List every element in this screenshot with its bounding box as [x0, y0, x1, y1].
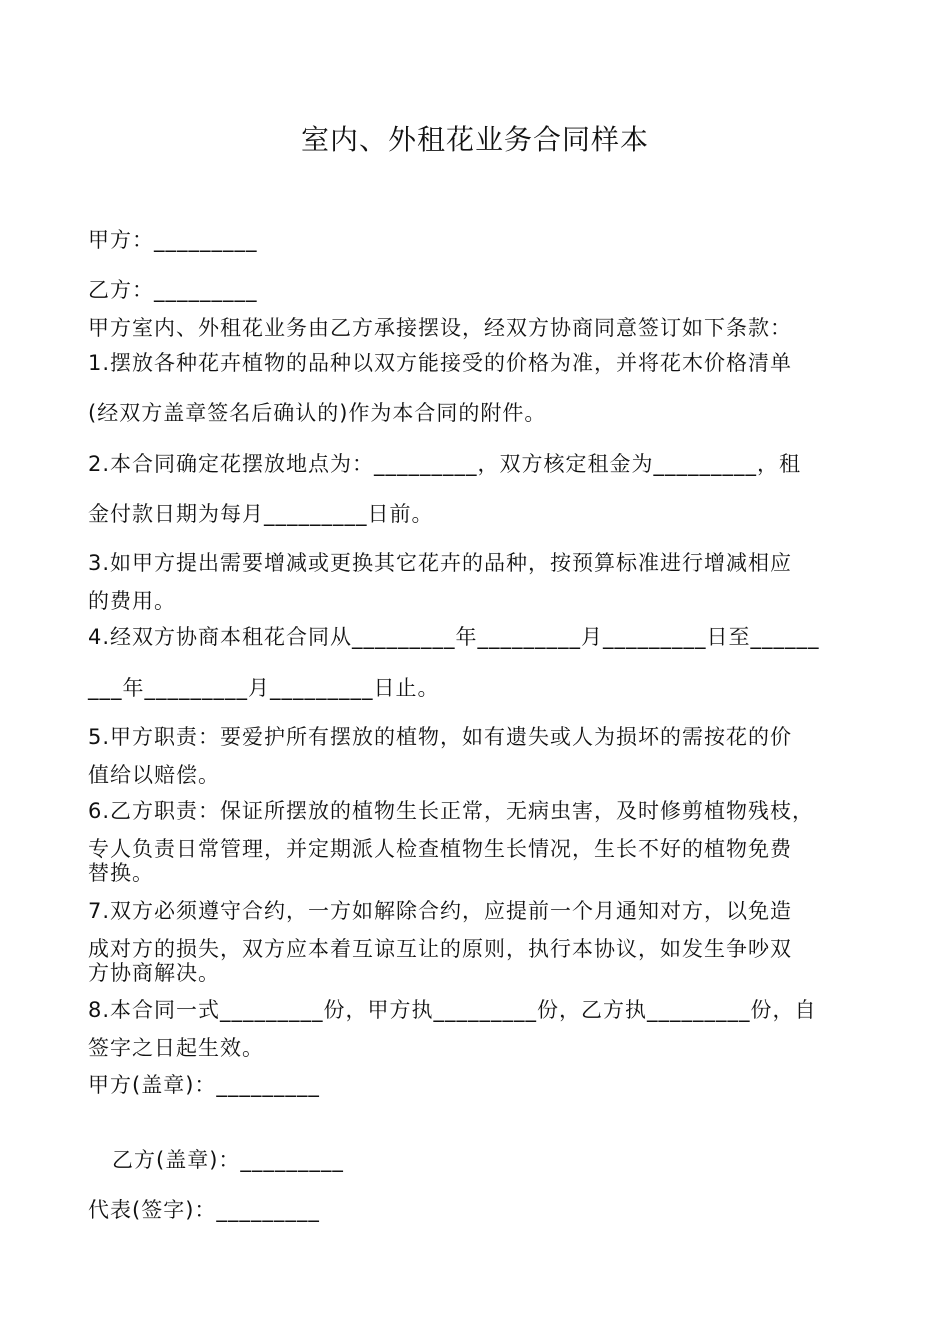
clause-5-line-1: 5.甲方职责：要爱护所有摆放的植物，如有遗失或人为损坏的需按花的价 [88, 725, 793, 749]
clause-6-line-1: 6.乙方职责：保证所摆放的植物生长正常，无病虫害，及时修剪植物残枝， [88, 799, 815, 823]
clause-8-line-2: 签字之日起生效。 [88, 1036, 264, 1060]
clause-2-line-1: 2.本合同确定花摆放地点为：_________，双方核定租金为_________，租 [88, 452, 802, 476]
document-title: 室内、外租花业务合同样本 [300, 123, 649, 156]
party-b-seal-line: 乙方(盖章)：_________ [112, 1148, 344, 1172]
clause-8-line-1: 8.本合同一式_________份，甲方执_________份，乙方执_________份，自 [88, 998, 817, 1022]
clause-2-line-2: 金付款日期为每月_________日前。 [88, 502, 434, 526]
clause-7-line-1: 7.双方必须遵守合约，一方如解除合约，应提前一个月通知对方，以免造 [88, 899, 793, 923]
clause-6-line-2: 专人负责日常管理，并定期派人检查植物生长情况，生长不好的植物免费 [88, 837, 792, 861]
intro-paragraph: 甲方室内、外租花业务由乙方承接摆设，经双方协商同意签订如下条款： [88, 316, 792, 340]
clause-7-line-3: 方协商解决。 [88, 961, 220, 985]
party-a-line: 甲方：_________ [88, 228, 258, 252]
clause-6-line-3: 替换。 [88, 861, 154, 885]
representative-signature-line: 代表(签字)：_________ [88, 1198, 320, 1222]
clause-1-line-1: 1.摆放各种花卉植物的品种以双方能接受的价格为准，并将花木价格清单 [88, 351, 793, 375]
party-b-line: 乙方：_________ [88, 278, 258, 302]
clause-4-line-1: 4.经双方协商本租花合同从_________年_________月_________日至______ [88, 625, 820, 649]
clause-3-line-2: 的费用。 [88, 589, 176, 613]
party-a-seal-line: 甲方(盖章)：_________ [88, 1073, 320, 1097]
clause-4-line-2: ___年_________月_________日止。 [88, 676, 440, 700]
clause-3-line-1: 3.如甲方提出需要增减或更换其它花卉的品种，按预算标准进行增减相应 [88, 551, 793, 575]
clause-1-line-2: (经双方盖章签名后确认的)作为本合同的附件。 [88, 401, 547, 425]
clause-5-line-2: 值给以赔偿。 [88, 763, 220, 787]
clause-7-line-2: 成对方的损失，双方应本着互谅互让的原则，执行本协议，如发生争吵双 [88, 937, 792, 961]
